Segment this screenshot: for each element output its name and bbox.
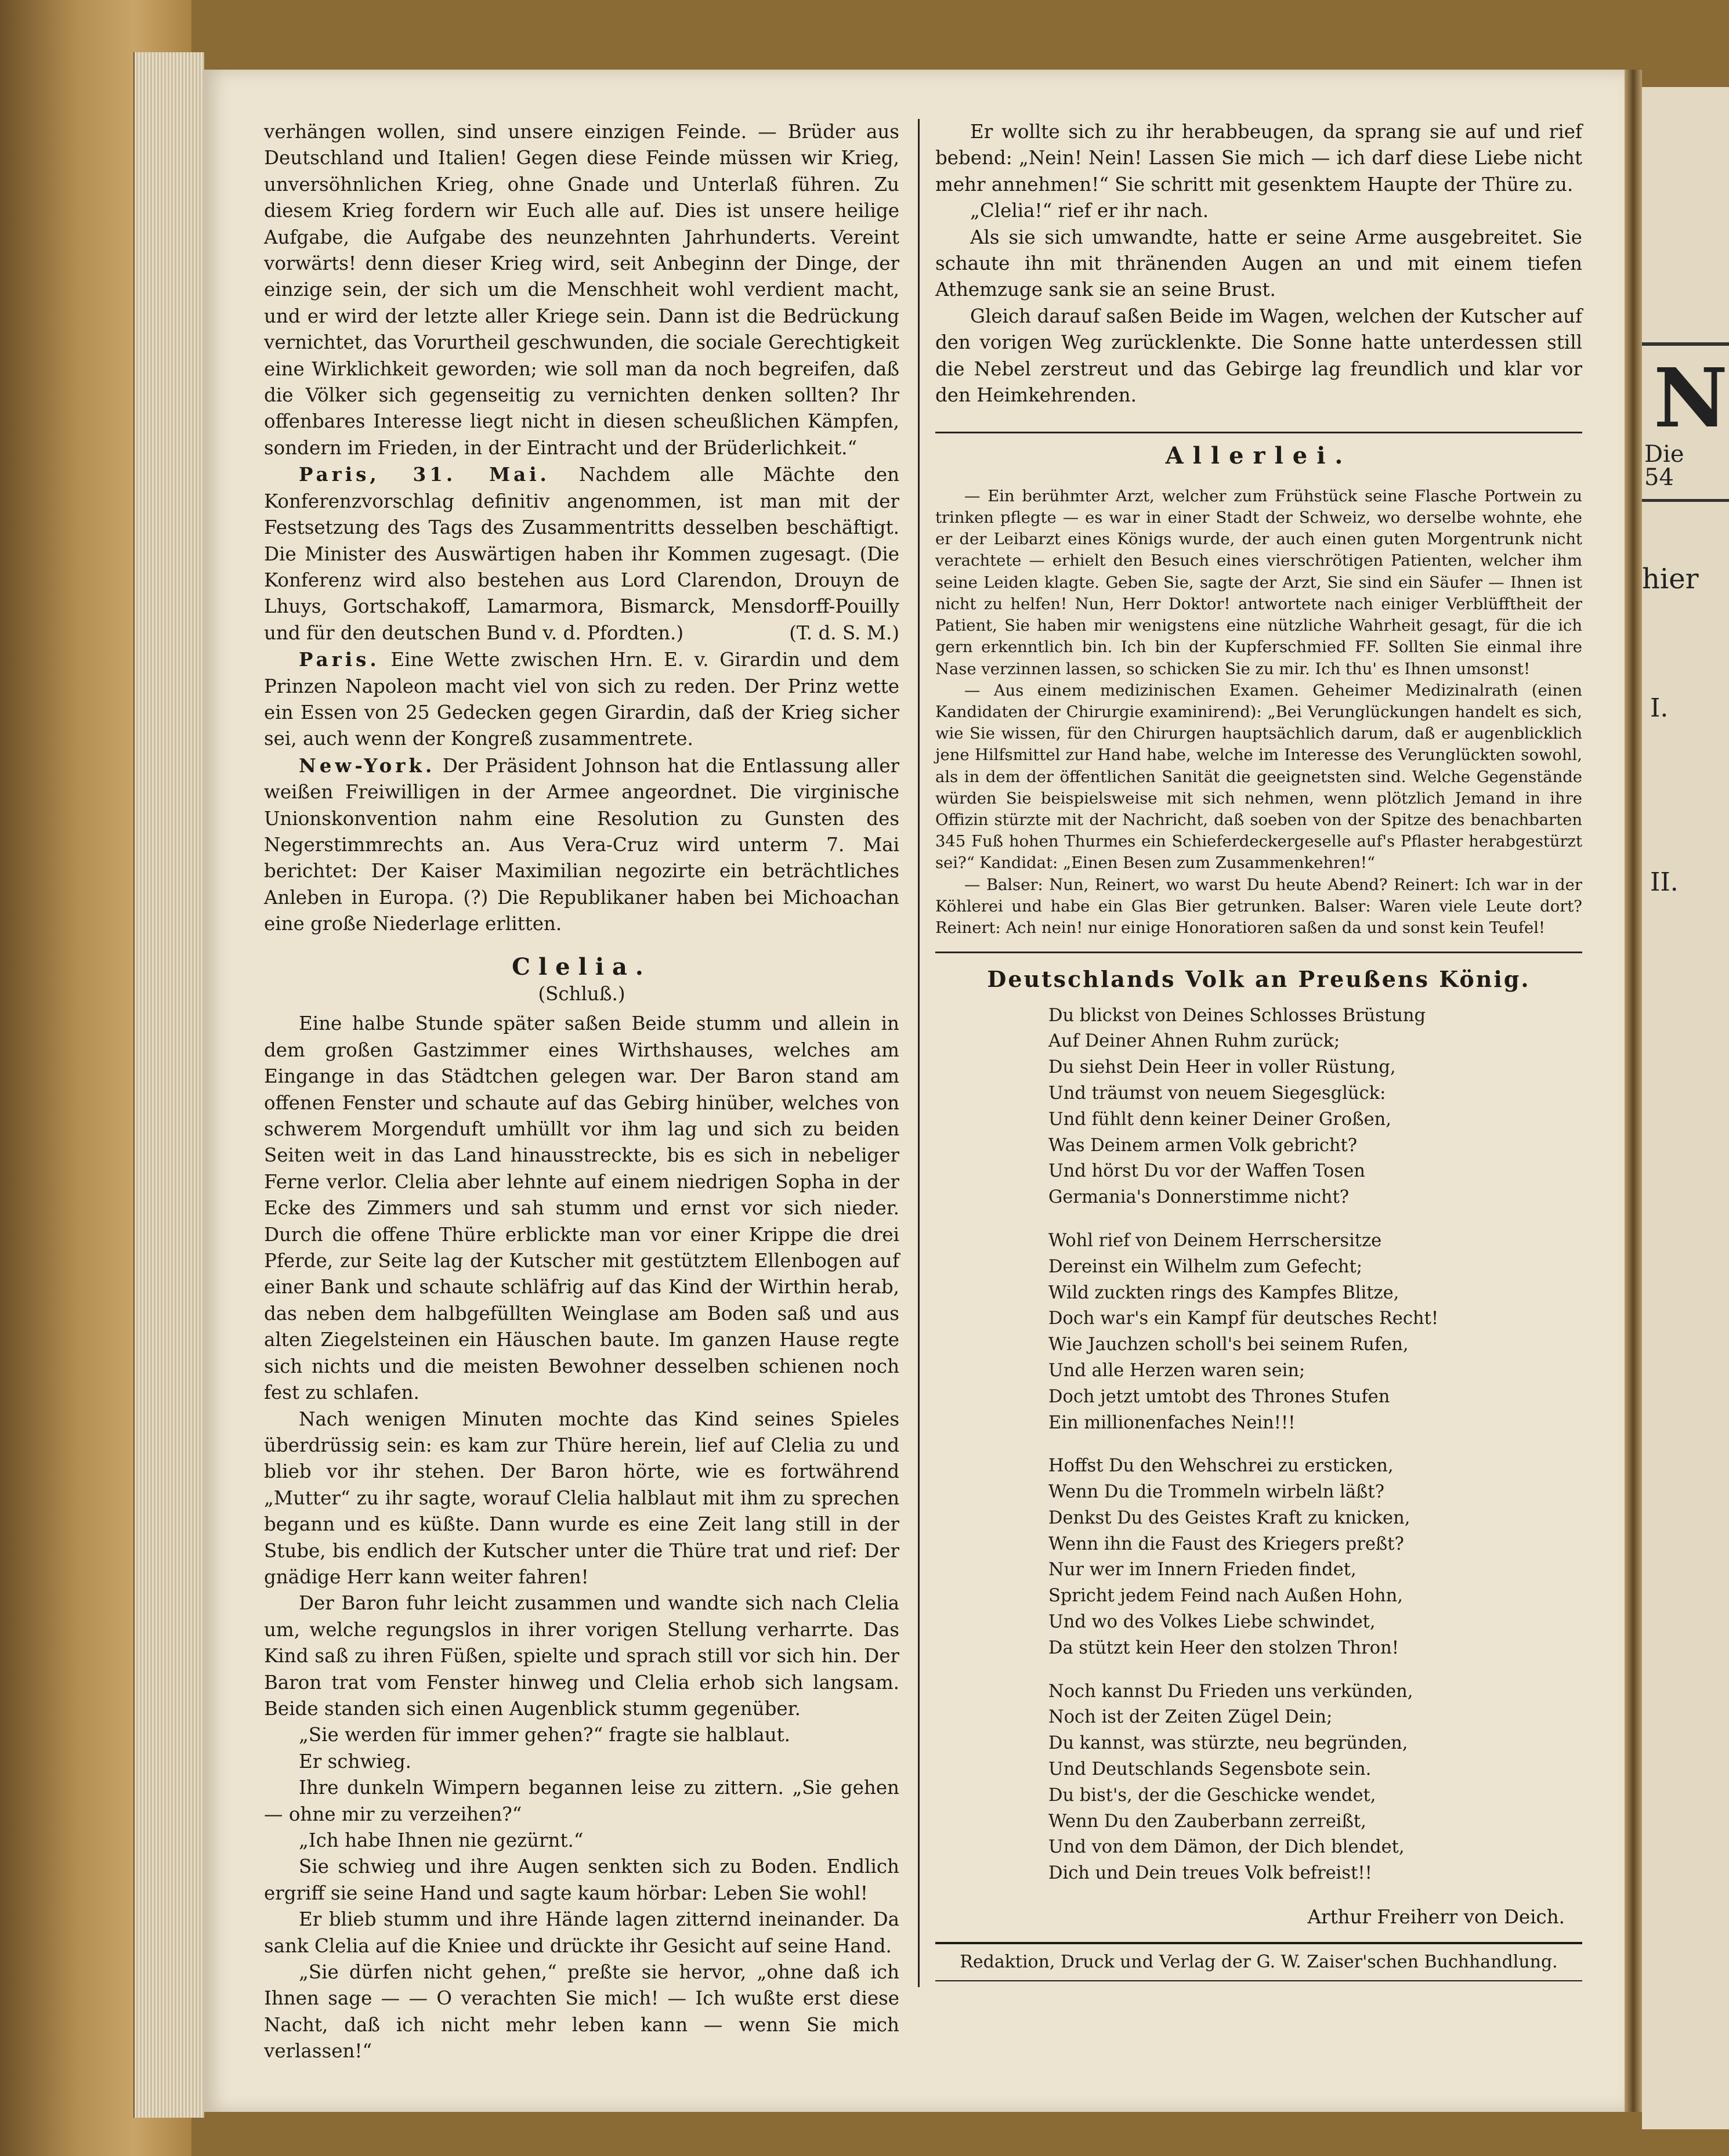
poem-line: Du siehst Dein Heer in voller Rüstung, <box>1048 1057 1396 1078</box>
poem-line: Und von dem Dämon, der Dich blendet, <box>1048 1837 1405 1858</box>
poem-author: Arthur Freiherr von Deich. <box>1307 1906 1565 1929</box>
poem-stanza <box>1048 1003 1582 1211</box>
allerlei-item: — Aus einem medizinischen Examen. Geheimer Medizinalrath (einen Kandidaten der Chirurgie examinirend): „Bei Verunglückungen handelt es sich, wie Sie wissen, für den Chirurgen hauptsächlich darum, daß er augenblicklich jene Hilfsmittel zur Hand habe, welche im Interesse des Verunglückten sowohl, als in dem der öffentlichen Sanität die geeignetsten sind. Welche Gegenstände würden Sie beispielsweise mit sich nehmen, wenn plötzlich Jemand in ihre Offizin stürzte mit der Nachricht, daß soeben von der Spitze des benachbarten 345 Fuß hohen Thurmes ein Schieferdeckergeselle auf's Pflaster herabgestürzt sei?“ Kandidat: „Einen Besen zum Zusammenkehren!“ <box>935 681 1582 873</box>
poem-line: Auf Deiner Ahnen Ruhm zurück; <box>1048 1031 1340 1052</box>
facing-page <box>1642 87 1729 2129</box>
allerlei-item: — Ein berühmter Arzt, welcher zum Frühstück seine Flasche Portwein zu trinken pflegte — es war in einer Stadt der Schweiz, wo derselbe wohnte, ehe er der Leibarzt eines Königs wurde, der auch einen guten Morgentrunk nicht verachtete — erhielt den Besuch eines vierschrötigen Patienten, welcher ihm seine Leiden klagte. Geben Sie, sagte der Arzt, Sie sind ein Säufer — Ihnen ist nicht zu helfen! Nun, Herr Doktor! antwortete nach einiger Verblüfftheit der Patient, Sie haben mir wenigstens eine nützliche Wahrheit gesagt, für die ich gern erkenntlich bin. Ich bin der Kupferschmied FF. Sollten Sie einmal ihre Nase verzinnen lassen, so schicken Sie zu mir. Ich thu' es Ihnen umsonst! <box>935 487 1582 678</box>
poem-line: Dereinst ein Wilhelm zum Gefecht; <box>1048 1256 1363 1277</box>
poem-line: Da stützt kein Heer den stolzen Thron! <box>1048 1637 1399 1658</box>
news-item <box>264 646 899 753</box>
story-paragraph: „Sie dürfen nicht gehen,“ preßte sie hervor, „ohne daß ich Ihnen sage — — O verachten Sie mich! — Ich wußte erst diese Nacht, daß ich nicht mehr leben kann — wenn Sie mich verlassen!“ <box>264 1961 899 2063</box>
allerlei-heading: Allerlei. <box>935 432 1582 469</box>
footer-rule <box>935 1942 1582 1944</box>
left-column <box>264 119 899 2065</box>
news-dateline: New-York. <box>299 754 436 777</box>
story-paragraph: Ihre dunkeln Wimpern begannen leise zu zittern. „Sie gehen — ohne mir zu verzeihen?“ <box>264 1777 899 1825</box>
poem-line: Du blickst von Deines Schlosses Brüstung <box>1048 1005 1426 1026</box>
poem-line: Und fühlt denn keiner Deiner Großen, <box>1048 1109 1391 1130</box>
poem-line: Nur wer im Innern Frieden findet, <box>1048 1560 1357 1580</box>
story-paragraph: Er blieb stumm und ihre Hände lagen zitternd ineinander. Da sank Clelia auf die Kniee und drückte ihr Gesicht auf seine Hand. <box>264 1908 899 1957</box>
poem-line: Was Deinem armen Volk gebricht? <box>1048 1135 1358 1156</box>
story-paragraph: Der Baron fuhr leicht zusammen und wandte sich nach Clelia um, welche regungslos in ihrer vorigen Stellung verharrte. Das Kind saß zu ihren Füßen, spielte und sprach still vor sich hin. Der Baron trat vom Fenster hinweg und Clelia erhob sich langsam. Beide standen sich einen Augenblick stumm gegenüber. <box>264 1592 899 1720</box>
facing-page-fragment: 54 <box>1644 464 1674 491</box>
poem-line: Wenn ihn die Faust des Kriegers preßt? <box>1048 1533 1404 1554</box>
story-paragraph: Als sie sich umwandte, hatte er seine Arme ausgebreitet. Sie schaute ihn mit thränenden Augen an und mit einem tiefen Athemzuge sank sie an seine Brust. <box>935 226 1582 301</box>
news-dateline: Paris. <box>299 648 380 671</box>
poem-line: Wenn Du den Zauberbann zerreißt, <box>1048 1811 1366 1832</box>
news-item <box>264 753 899 938</box>
poem-line: Noch ist der Zeiten Zügel Dein; <box>1048 1707 1333 1728</box>
story-title: Clelia. <box>512 953 652 981</box>
page-edges <box>133 52 204 2118</box>
poem-line: Germania's Donnerstimme nicht? <box>1048 1187 1350 1208</box>
news-text: Eine Wette zwischen Hrn. E. v. Girardin und dem Prinzen Napoleon macht viel von sich zu reden. Der Prinz wette ein Essen von 25 Gedecken gegen Girardin, daß der Krieg sicher sei, auch wenn der Kongreß zusammentrete. <box>264 649 899 750</box>
poem-line: Wenn Du die Trommeln wirbeln läßt? <box>1048 1482 1385 1503</box>
poem-line: Und wo des Volkes Liebe schwindet, <box>1048 1612 1376 1633</box>
facing-page-rule <box>1642 342 1729 346</box>
facing-page-fragment: Die <box>1644 441 1684 468</box>
poem-line: Du bist's, der die Geschicke wendet, <box>1048 1785 1376 1806</box>
story-paragraph: Gleich darauf saßen Beide im Wagen, welchen der Kutscher auf den vorigen Weg zurücklenkte. Die Sonne hatte unterdessen still die Nebel zerstreut und das Gebirge lag freundlich und klar vor den Heimkehrenden. <box>935 305 1582 407</box>
poem-line: Und Deutschlands Segensbote sein. <box>1048 1759 1372 1780</box>
poem-line: Spricht jedem Feind nach Außen Hohn, <box>1048 1586 1403 1607</box>
news-text: Der Präsident Johnson hat die Entlassung aller weißen Freiwilligen in der Armee angeordnet. Die virginische Unionskonvention nahm eine Resolution zu Gunsten des Negerstimmrechts an. Aus Vera-Cruz wird unterm 7. Mai berichtet: Der Kaiser Maximilian negozirte ein beträchtliches Anleben in Europa. (?) Die Republikaner haben bei Michoachan eine große Niederlage erlitten. <box>264 754 899 935</box>
facing-page-rule <box>1642 499 1729 502</box>
poem-stanza <box>1048 1679 1582 1887</box>
poem <box>1048 1003 1582 1887</box>
story-paragraph: Er wollte sich zu ihr herabbeugen, da sprang sie auf und rief bebend: „Nein! Nein! Lassen Sie mich — ich darf diese Liebe nicht mehr annehmen!“ Sie schritt mit gesenktem Haupte der Thüre zu. <box>935 121 1582 196</box>
section-rule <box>935 952 1582 953</box>
facing-page-fragment: I. <box>1650 693 1669 723</box>
book-gutter <box>1625 70 1642 2112</box>
poem-line: Wohl rief von Deinem Herrschersitze <box>1048 1230 1382 1251</box>
poem-line: Und hörst Du vor der Waffen Tosen <box>1048 1161 1365 1182</box>
poem-line: Doch jetzt umtobt des Thrones Stufen <box>1048 1386 1390 1407</box>
poem-stanza <box>1048 1228 1582 1436</box>
poem-line: Hoffst Du den Wehschrei zu ersticken, <box>1048 1456 1394 1477</box>
facing-page-fragment: II. <box>1650 867 1679 897</box>
news-dateline: Paris, 31. Mai. <box>299 463 550 486</box>
imprint: Redaktion, Druck und Verlag der G. W. Zaiser'schen Buchhandlung. <box>960 1952 1558 1973</box>
allerlei-item: — Balser: Nun, Reinert, wo warst Du heute Abend? Reinert: Ich war in der Köhlerei und habe ein Glas Bier getrunken. Balser: Waren viele Leute dort? Reinert: Ach nein! nur einige Honoratioren saßen da und sonst kein Teufel! <box>935 876 1582 937</box>
story-paragraph: Nach wenigen Minuten mochte das Kind seines Spieles überdrüssig sein: es kam zur Thüre herein, lief auf Clelia zu und blieb vor ihr stehen. Der Baron hörte, wie es fortwährend „Mutter“ zu ihr sagte, worauf Clelia halblaut mit ihm zu sprechen begann und es küßte. Dann wurde es eine Zeit lang still in der Stube, bis endlich der Kutscher unter die Thüre trat und rief: Der gnädige Herr kann weiter fahren! <box>264 1408 899 1588</box>
story-paragraph: Er schwieg. <box>299 1750 411 1772</box>
poem-line: Noch kannst Du Frieden uns verkünden, <box>1048 1681 1413 1702</box>
facing-page-fragment: hier <box>1642 563 1699 595</box>
news-item <box>264 461 899 646</box>
poem-title: Deutschlands Volk an Preußens König. <box>987 966 1531 993</box>
poem-line: Denkst Du des Geistes Kraft zu knicken, <box>1048 1507 1410 1528</box>
column-divider <box>918 119 920 1987</box>
poem-stanza <box>1048 1453 1582 1661</box>
poem-line: Wie Jauchzen scholl's bei seinem Rufen, <box>1048 1334 1409 1355</box>
story-paragraph: „Sie werden für immer gehen?“ fragte sie halblaut. <box>299 1724 791 1746</box>
facing-page-masthead-letter: N <box>1654 351 1728 446</box>
allerlei-section <box>935 486 1582 939</box>
story-paragraph: „Clelia!“ rief er ihr nach. <box>970 200 1209 222</box>
poem-line: Du kannst, was stürzte, neu begründen, <box>1048 1733 1408 1754</box>
right-column <box>935 119 1582 1981</box>
poem-line: Wild zuckten rings des Kampfes Blitze, <box>1048 1282 1399 1303</box>
intro-paragraph: verhängen wollen, sind unsere einzigen Feinde. — Brüder aus Deutschland und Italien! Gegen diese Feinde müssen wir Krieg, unversöhnlichen Krieg, ohne Gnade und Unterlaß führen. Zu diesem Krieg fordern wir Euch alle auf. Dies ist unsere heilige Aufgabe, die Aufgabe des neunzehnten Jahrhunderts. Vereint vorwärts! denn dieser Krieg wird, seit Anbeginn der Dinge, der einzige sein, der sich um die Menschheit wohl verdient macht, und er wird der letzte aller Kriege sein. Dann ist die Bedrückung vernichtet, das Vorurtheil geschwunden, die sociale Gerechtigkeit eine Wirklichkeit geworden; wie soll man da noch begreifen, daß die Völker sich gegenseitig zu vernichten denken sollten? Ihr offenbares Interesse liegt nicht in diesen scheußlichen Kämpfen, sondern im Frieden, in der Eintracht und der Brüderlichkeit.“ <box>264 121 899 459</box>
news-source: (T. d. S. M.) <box>789 621 899 644</box>
story-subtitle: (Schluß.) <box>538 983 625 1005</box>
imprint-rule <box>935 1980 1582 1981</box>
poem-line: Doch war's ein Kampf für deutsches Recht! <box>1048 1308 1439 1329</box>
story-paragraph: „Ich habe Ihnen nie gezürnt.“ <box>299 1829 584 1851</box>
news-text: Nachdem alle Mächte den Konferenzvorschlag definitiv angenommen, ist man mit der Festsetzung des Tags des Zusammentritts desselben beschäftigt. Die Minister des Auswärtigen haben ihr Kommen zugesagt. (Die Konferenz wird also bestehen aus Lord Clarendon, Drouyn de Lhuys, Gortschakoff, Lamarmora, Bismarck, Mensdorff-Pouilly und für den deutschen Bund v. d. Pfordten.) <box>264 464 899 644</box>
story-paragraph: Sie schwieg und ihre Augen senkten sich zu Boden. Endlich ergriff sie seine Hand und sagte kaum hörbar: Leben Sie wohl! <box>264 1855 899 1904</box>
poem-line: Und träumst von neuem Siegesglück: <box>1048 1083 1386 1104</box>
poem-line: Dich und Dein treues Volk befreist!! <box>1048 1863 1372 1884</box>
poem-line: Und alle Herzen waren sein; <box>1048 1360 1305 1381</box>
poem-line: Ein millionenfaches Nein!!! <box>1048 1412 1296 1433</box>
story-paragraph: Eine halbe Stunde später saßen Beide stumm und allein in dem großen Gastzimmer eines Wirthshauses, welches am Eingange in das Städtchen gelegen war. Der Baron stand am offenen Fenster und schaute auf das Gebirg hinüber, welches von schwerem Morgenduft umhüllt vor ihm lag und sich zu beiden Seiten weit in das Land hinausstreckte, bis es sich in nebeliger Ferne verlor. Clelia aber lehnte auf einem niedrigen Sopha in der Ecke des Zimmers und sah stumm und ernst vor sich nieder. Durch die offene Thüre erblickte man vor einer Krippe die drei Pferde, zur Seite lag der Kutscher mit gestütztem Ellenbogen auf einer Bank und schaute schläfrig auf das Kind der Wirthin herab, das neben dem halbgefüllten Weinglase am Boden saß und aus alten Ziegelsteinen ein Häuschen baute. Im ganzen Hause regte sich nichts und die meisten Bewohner desselben schienen noch fest zu schlafen. <box>264 1012 899 1404</box>
